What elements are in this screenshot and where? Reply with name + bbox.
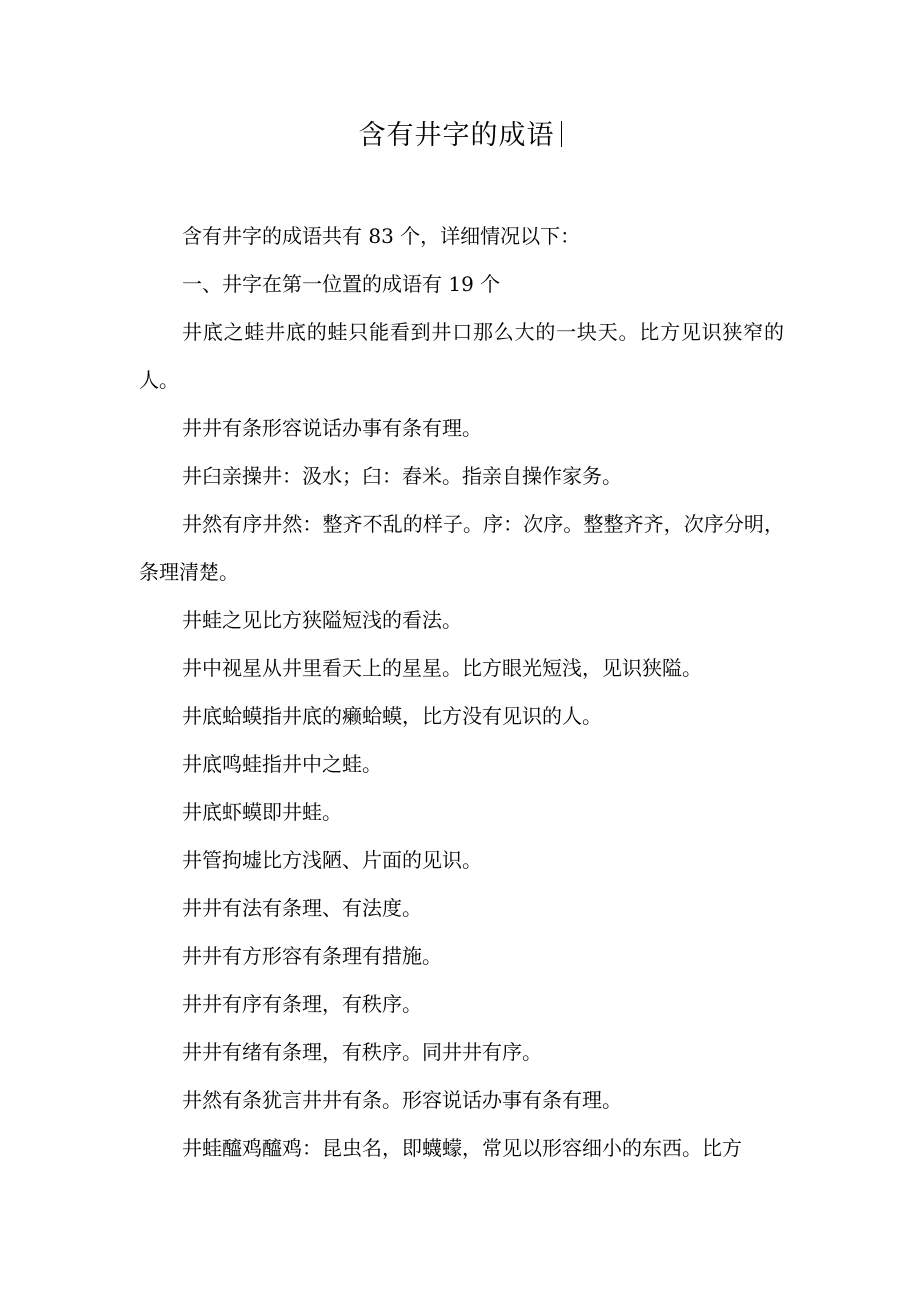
paragraph: 井臼亲操井：汲水；臼：舂米。指亲自操作家务。 [182, 464, 622, 488]
paragraph: 井然有序井然：整齐不乱的样子。序：次序。整整齐齐，次序分明，条理清楚。 [139, 512, 784, 584]
document-title-line [0, 116, 920, 156]
paragraph: 井蛙之见比方狭隘短浅的看法。 [182, 608, 462, 632]
paragraph: 井井有法有条理、有法度。 [182, 896, 422, 920]
paragraph: 井井有方形容有条理有措施。 [182, 944, 442, 968]
text-cursor [561, 121, 562, 147]
paragraph: 含有井字的成语共有 83 个，详细情况以下： [182, 224, 581, 248]
paragraph: 井中视星从井里看天上的星星。比方眼光短浅，见识狭隘。 [182, 656, 702, 680]
paragraph: 井管拘墟比方浅陋、片面的见识。 [182, 848, 482, 872]
paragraph: 井底之蛙井底的蛙只能看到井口那么大的一块天。比方见识狭窄的人。 [139, 320, 784, 392]
paragraph: 井井有序有条理，有秩序。 [182, 992, 422, 1016]
paragraph: 井井有绪有条理，有秩序。同井井有序。 [182, 1040, 542, 1064]
document-body [139, 212, 784, 1172]
paragraph: 井蛙醯鸡醯鸡：昆虫名，即蠛蠓，常见以形容细小的东西。比方 [182, 1136, 742, 1160]
document-title: 含有井字的成语 [358, 120, 555, 151]
paragraph: 井然有条犹言井井有条。形容说话办事有条有理。 [182, 1088, 622, 1112]
paragraph: 井底虾蟆即井蛙。 [182, 800, 342, 824]
paragraph: 井底蛤蟆指井底的癞蛤蟆，比方没有见识的人。 [182, 704, 602, 728]
paragraph: 井井有条形容说话办事有条有理。 [182, 416, 482, 440]
paragraph: 一、井字在第一位置的成语有 19 个 [182, 272, 501, 296]
paragraph: 井底鸣蛙指井中之蛙。 [182, 752, 382, 776]
